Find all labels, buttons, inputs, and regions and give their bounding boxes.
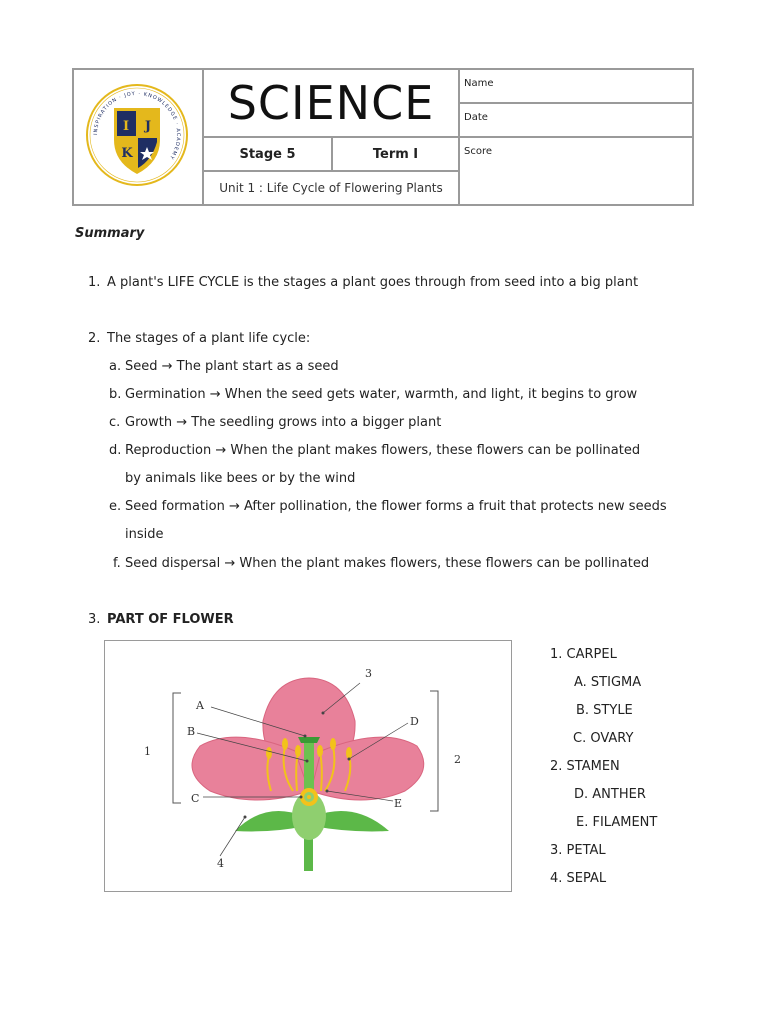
stage-item-letter: d. (109, 443, 122, 458)
stage-item-text: Seed dispersal → When the plant makes flowers, these flowers can be pollinated (125, 556, 650, 571)
unit-label: Unit 1 : Life Cycle of Flowering Plants (204, 172, 460, 204)
point-1-number: 1. (88, 275, 101, 290)
diagram-label-3: 3 (365, 667, 372, 680)
legend-item-sepal: 4. SEPAL (550, 871, 607, 886)
legend-item-style: B. STYLE (576, 703, 633, 718)
stage-item (113, 556, 649, 571)
legend-item-carpel: 1. CARPEL (550, 647, 617, 662)
stage-item (109, 499, 667, 514)
diagram-label-c: C (191, 792, 200, 805)
diagram-label-a: A (196, 699, 204, 712)
point-2 (88, 331, 310, 346)
logo-cell (74, 70, 204, 204)
flower-parts-legend (550, 646, 657, 898)
stage-item-letter: f. (113, 556, 121, 571)
worksheet-header (72, 68, 694, 206)
summary-heading: Summary (75, 226, 145, 241)
logo-letter-j: J (144, 119, 152, 134)
logo-ring-text: INSPIRATION · JOY · KNOWLEDGE · ACADEMY (92, 90, 182, 161)
diagram-label-d: D (410, 715, 419, 728)
score-field[interactable] (460, 138, 692, 204)
school-logo (74, 70, 200, 200)
legend-item-anther: D. ANTHER (574, 787, 646, 802)
diagram-label-4: 4 (217, 857, 224, 870)
point-2-number: 2. (88, 331, 101, 346)
stage-item-text: Seed formation → After pollination, the flower forms a fruit that protects new seeds (125, 499, 667, 514)
logo-letter-i: I (122, 119, 130, 134)
date-label: Date (464, 112, 488, 123)
point-3-number: 3. (88, 612, 101, 627)
stage-item-text: Reproduction → When the plant makes flowers, these flowers can be pollinated (125, 443, 641, 458)
stage-item-letter: e. (109, 499, 122, 514)
legend-item-filament: E. FILAMENT (576, 815, 658, 830)
diagram-label-e: E (394, 797, 403, 810)
stage-item (109, 443, 640, 458)
point-1 (88, 275, 638, 290)
date-field[interactable] (460, 104, 692, 138)
stage-label: Stage 5 (204, 138, 333, 172)
point-3-text: PART OF FLOWER (107, 612, 234, 627)
stage-item (109, 359, 339, 374)
page-title: SCIENCE (204, 70, 460, 138)
stage-item (109, 387, 637, 402)
name-field[interactable] (460, 70, 692, 104)
stage-item-text: Seed → The plant start as a seed (125, 359, 339, 374)
stage-item-letter: a. (109, 359, 122, 374)
diagram-label-2: 2 (454, 753, 461, 766)
point-2-text: The stages of a plant life cycle: (107, 331, 311, 346)
flower-illustration (105, 641, 511, 891)
logo-letter-k: K (121, 146, 133, 161)
stage-item-text: Growth → The seedling grows into a bigger plant (125, 415, 442, 430)
legend-item-stigma: A. STIGMA (574, 675, 642, 690)
diagram-label-b: B (187, 725, 196, 738)
point-3 (88, 612, 234, 627)
stage-item-letter: b. (109, 387, 122, 402)
legend-item-ovary: C. OVARY (573, 731, 634, 746)
term-label: Term I (333, 138, 460, 172)
point-1-text: A plant's LIFE CYCLE is the stages a plant goes through from seed into a big plant (107, 275, 639, 290)
stage-item-text: Germination → When the seed gets water, warmth, and light, it begins to grow (125, 387, 638, 402)
score-label: Score (464, 146, 493, 157)
flower-diagram (104, 640, 512, 892)
legend-item-stamen: 2. STAMEN (550, 759, 620, 774)
diagram-label-1: 1 (144, 745, 151, 758)
stage-item-continued: inside (125, 527, 164, 542)
stage-item (109, 415, 441, 430)
stage-item-continued: by animals like bees or by the wind (125, 471, 356, 486)
stage-item-letter: c. (109, 415, 121, 430)
name-label: Name (464, 78, 494, 89)
legend-item-petal: 3. PETAL (550, 843, 606, 858)
